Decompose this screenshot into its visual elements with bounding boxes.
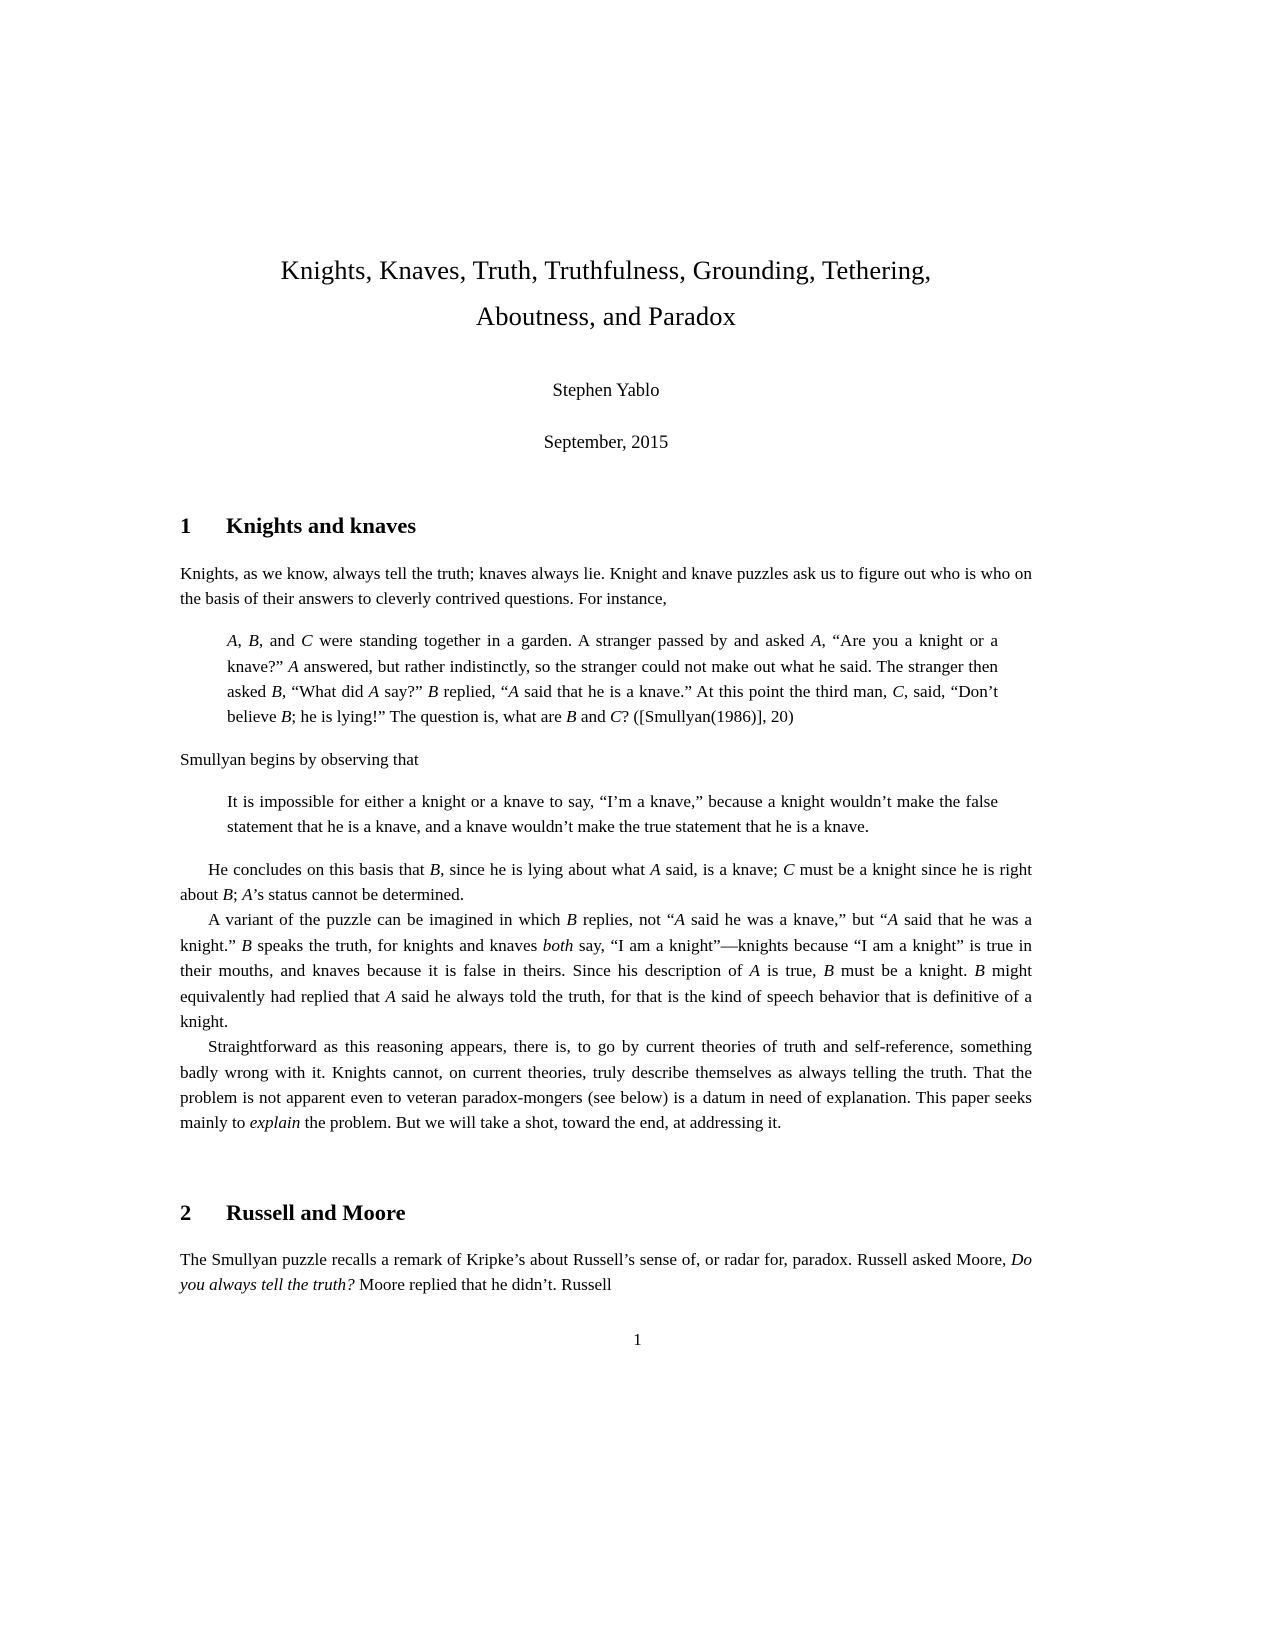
quote-spacer	[180, 840, 1032, 857]
variable-c: C	[301, 631, 313, 651]
page-number: 1	[633, 1330, 642, 1349]
variable-b: B	[271, 681, 282, 701]
variable-a: A	[650, 859, 661, 879]
emphasis-both: both	[542, 935, 574, 955]
variable-a: A	[242, 885, 253, 905]
paragraph-variant: A variant of the puzzle can be imagined in which B replies, not “A said he was a knave,” but “A said that he was a knight.” B speaks the truth, for knights and knaves both say, “I am a knight”—knights because “I am a knight” is true in their mouths, and knaves because it is false in theirs. Since his description of A is true, B must be a knight. B might equivalently had replied that A said he always told the truth, for that is the kind of speech behavior that is definitive of a knight.	[180, 910, 1033, 1031]
paragraph-lead-in-smullyan: Smullyan begins by observing that	[180, 749, 419, 769]
blockquote-impossible-text: It is impossible for either a knight or a knave to say, “I’m a knave,” because a knight wouldn’t make the false statement that he is a knave, and a knave wouldn’t make the true statement that he is a knave.	[227, 792, 998, 837]
variable-a: A	[508, 681, 519, 701]
page-title	[180, 248, 1032, 339]
variable-c: C	[892, 681, 904, 701]
variable-a: A	[385, 986, 396, 1006]
variable-b: B	[429, 859, 441, 879]
variable-a: A	[227, 631, 238, 651]
author-name: Stephen Yablo	[552, 381, 660, 402]
paragraph-intro-text: Knights, as we know, always tell the truth; knaves always lie. Knight and knave puzzles ask us to figure out who is who on the basis of their answers to cleverly contrived questions. For instance,	[180, 563, 1032, 608]
variable-b: B	[241, 935, 252, 955]
emphasis-explain: explain	[249, 1113, 301, 1133]
variable-c: C	[783, 859, 795, 879]
title-line-1: Knights, Knaves, Truth, Truthfulness, Grounding, Tethering,	[280, 255, 932, 285]
quoted-question: Do you always tell the truth?	[180, 1249, 1032, 1295]
paragraph-he-concludes: He concludes on this basis that B, since he is lying about what A said, is a knave; C must be a knight since he is right about B; A’s status cannot be determined.	[180, 859, 1033, 905]
paragraph-straightforward: Straightforward as this reasoning appears, there is, to go by current theories of truth and self-reference, something badly wrong with it. Knights cannot, on current theories, truly describe themselves as always telling the truth. That the problem is not apparent even to veteran paradox-mongers (see below) is a datum in need of explanation. This paper seeks mainly to explain the problem. But we will take a shot, toward the end, at addressing it.	[180, 1037, 1032, 1133]
variable-b: B	[974, 961, 985, 981]
section-1-heading	[180, 511, 1032, 540]
citation-smullyan: ? ([Smullyan(1986)], 20)	[621, 707, 794, 727]
variable-a: A	[811, 631, 822, 651]
variable-a: A	[674, 910, 686, 930]
variable-b: B	[280, 707, 292, 727]
variable-b: B	[566, 707, 577, 727]
variable-a: A	[749, 961, 760, 981]
variable-a: A	[368, 681, 380, 701]
variable-b: B	[222, 885, 233, 905]
section-2-number: 2	[180, 1199, 192, 1225]
paragraph-russell-moore: The Smullyan puzzle recalls a remark of Kripke’s about Russell’s sense of, or radar for, paradox. Russell asked Moore, Do you always tell the truth? Moore replied that he didn’t. Russell	[180, 1249, 1032, 1295]
title-line-2: Aboutness, and Paradox	[475, 300, 737, 331]
page-content	[180, 248, 1032, 1298]
variable-b: B	[427, 681, 439, 701]
section-1-title: Knights and knaves	[226, 513, 417, 539]
blockquote-impossible-to-say	[180, 789, 1032, 840]
variable-b: B	[248, 631, 259, 651]
section-1-number: 1	[180, 513, 192, 539]
variable-a: A	[288, 656, 299, 676]
variable-c: C	[609, 707, 622, 727]
variable-b: B	[823, 961, 834, 981]
section-2-heading	[180, 1198, 1032, 1227]
paragraph-intro	[180, 561, 1032, 612]
blockquote-smullyan-puzzle: A, B, and C were standing together in a garden. A stranger passed by and asked A, “Are you a knight or a knave?” A answered, but rather indistinctly, so the stranger could not make out what he said. The stranger then asked B, “What did A say?” B replied, “A said that he is a knave.” At this point the third man, C, said, “Don’t believe B; he is lying!” The question is, what are B and C? ([Smullyan(1986)], 20)	[227, 631, 998, 727]
variable-a: A	[887, 910, 899, 930]
publication-date: September, 2015	[543, 433, 669, 454]
variable-b: B	[566, 910, 577, 930]
section-2-title: Russell and Moore	[226, 1199, 406, 1225]
